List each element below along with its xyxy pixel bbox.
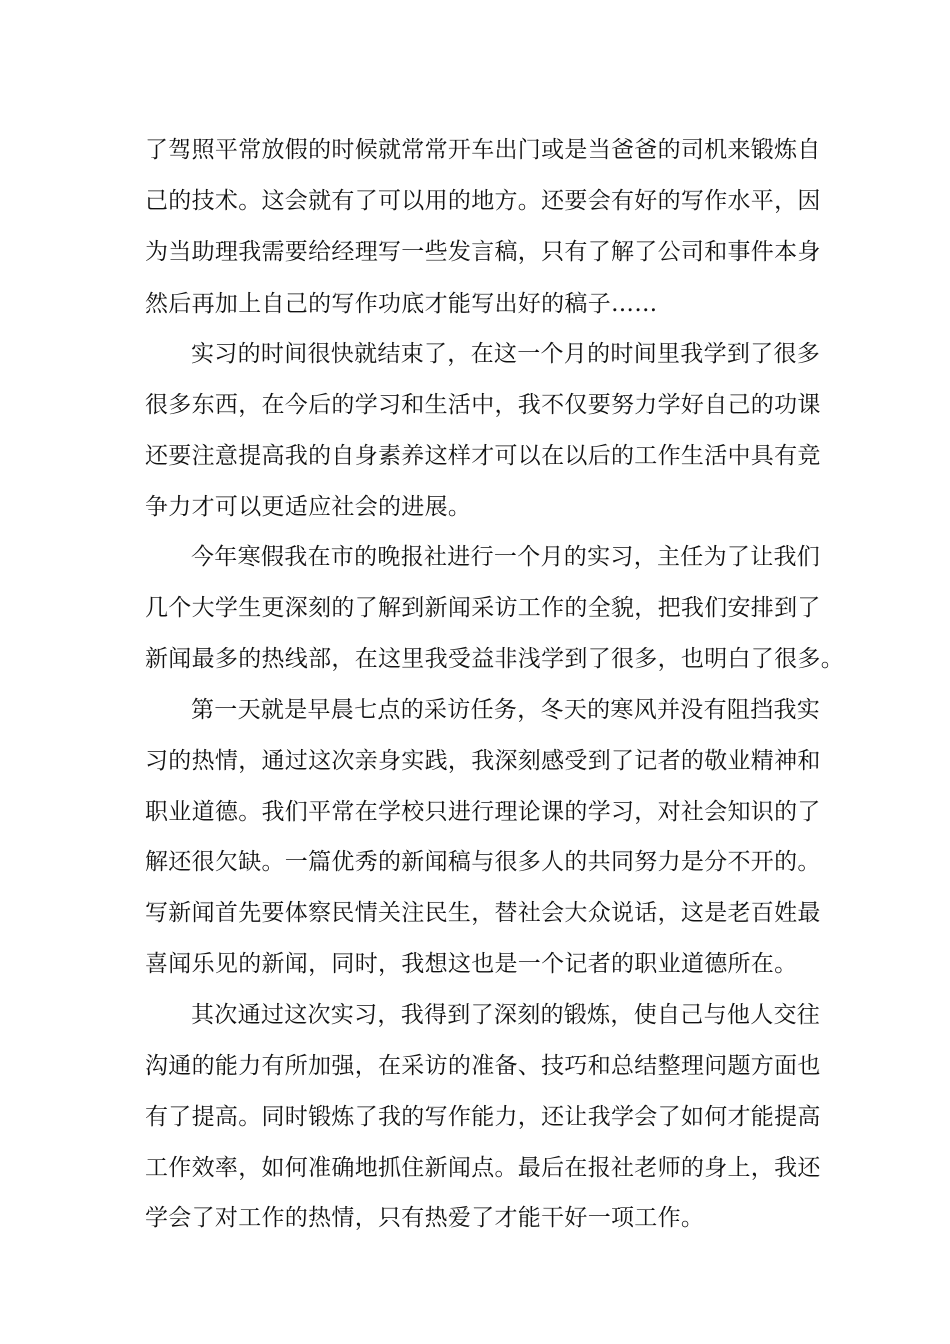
- text-line: 为当助理我需要给经理写一些发言稿，只有了解了公司和事件本身: [145, 239, 821, 265]
- text-line: 了驾照平常放假的时候就常常开车出门或是当爸爸的司机来锻炼自: [145, 137, 821, 163]
- text-line: 很多东西，在今后的学习和生活中，我不仅要努力学好自己的功课: [145, 392, 821, 418]
- text-line: 沟通的能力有所加强，在采访的准备、技巧和总结整理问题方面也: [145, 1053, 821, 1079]
- text-line: 工作效率，如何准确地抓住新闻点。最后在报社老师的身上，我还: [145, 1155, 821, 1181]
- paragraph-first-line: 实习的时间很快就结束了，在这一个月的时间里我学到了很多: [191, 341, 821, 367]
- text-line: 新闻最多的热线部，在这里我受益非浅学到了很多，也明白了很多。: [145, 646, 844, 672]
- text-line: 然后再加上自己的写作功底才能写出好的稿子……: [145, 291, 658, 317]
- text-line: 写新闻首先要体察民情关注民生，替社会大众说话，这是老百姓最: [145, 900, 821, 926]
- text-line: 几个大学生更深刻的了解到新闻采访工作的全貌，把我们安排到了: [145, 595, 821, 621]
- text-line: 职业道德。我们平常在学校只进行理论课的学习，对社会知识的了: [145, 799, 821, 825]
- text-line: 有了提高。同时锻炼了我的写作能力，还让我学会了如何才能提高: [145, 1104, 821, 1130]
- text-line: 解还很欠缺。一篇优秀的新闻稿与很多人的共同努力是分不开的。: [145, 849, 821, 875]
- text-line: 己的技术。这会就有了可以用的地方。还要会有好的写作水平，因: [145, 188, 821, 214]
- text-line: 习的热情，通过这次亲身实践，我深刻感受到了记者的敬业精神和: [145, 748, 821, 774]
- paragraph-first-line: 今年寒假我在市的晚报社进行一个月的实习，主任为了让我们: [191, 544, 821, 570]
- text-line: 喜闻乐见的新闻，同时，我想这也是一个记者的职业道德所在。: [145, 951, 798, 977]
- paragraph-first-line: 其次通过这次实习，我得到了深刻的锻炼，使自己与他人交往: [191, 1002, 821, 1028]
- paragraph-first-line: 第一天就是早晨七点的采访任务，冬天的寒风并没有阻挡我实: [191, 697, 821, 723]
- text-line: 还要注意提高我的自身素养这样才可以在以后的工作生活中具有竞: [145, 443, 821, 469]
- text-line: 争力才可以更适应社会的进展。: [145, 494, 472, 520]
- text-line: 学会了对工作的热情，只有热爱了才能干好一项工作。: [145, 1205, 705, 1231]
